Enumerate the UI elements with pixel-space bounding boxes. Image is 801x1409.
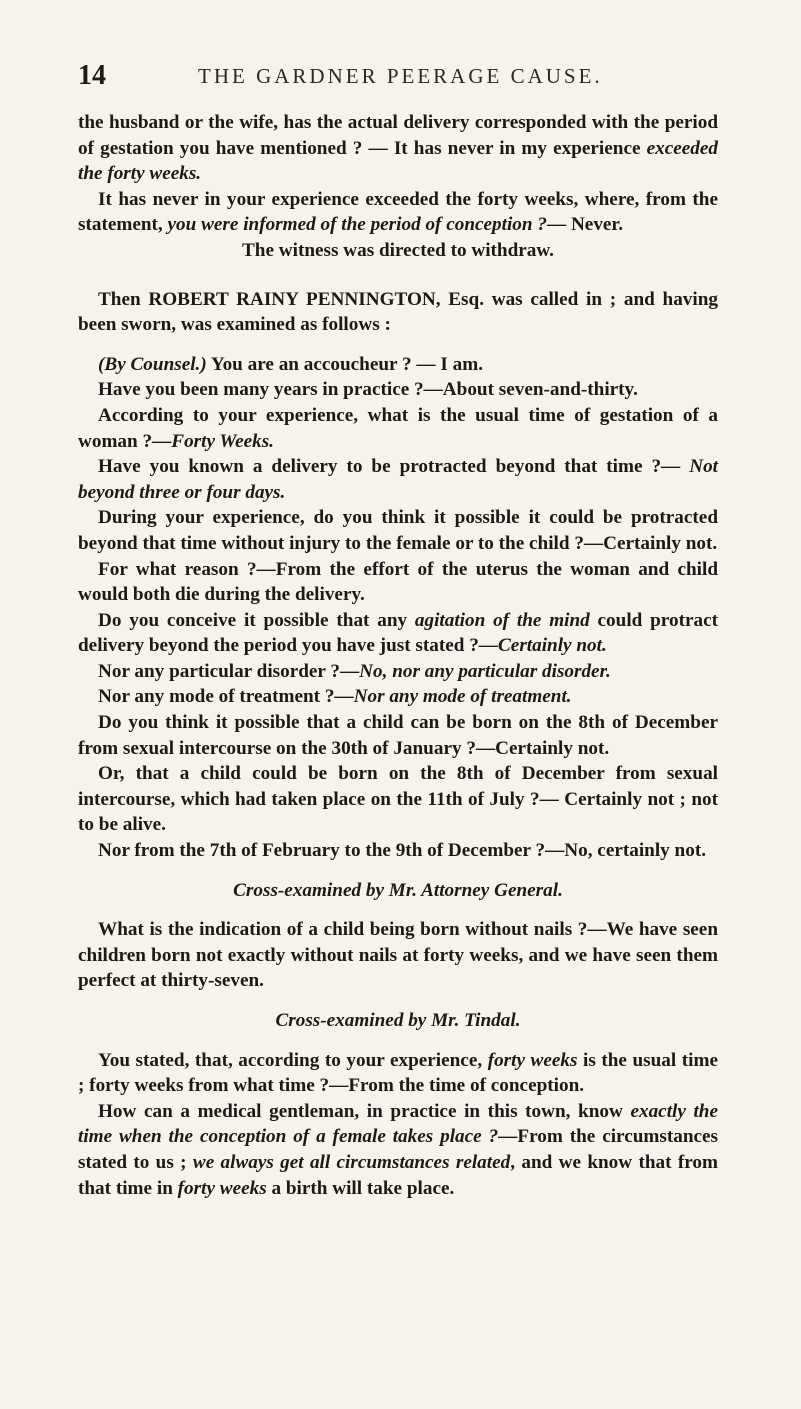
paragraph: Nor any mode of treatment ?—Nor any mode of treatment.: [98, 686, 572, 708]
section-heading: Cross-examined by Mr. Tindal.: [275, 1010, 521, 1031]
paragraph: Then ROBERT RAINY PENNINGTON, Esq. was called in ; and having been sworn, was examined as follows :: [78, 288, 718, 336]
paragraph: Nor any particular disorder ?—No, nor any particular disorder.: [98, 660, 611, 682]
paragraph: the husband or the wife, has the actual delivery corresponded with the period of gestation you have mentioned ? — It has never in my experience exceeded the forty weeks.: [78, 112, 718, 185]
paragraph: Nor from the 7th of February to the 9th of December ?—No, certainly not.: [98, 840, 707, 862]
paragraph: During your experience, do you think it possible it could be protracted beyond that time without injury to the female or to the child ?—Certainly not.: [78, 507, 718, 554]
paragraph: Have you been many years in practice ?—About seven-and-thirty.: [98, 379, 638, 401]
paragraph: Or, that a child could be born on the 8th of December from sexual intercourse, which had taken place on the 11th of July ?— Certainly not ; not to be alive.: [78, 763, 718, 836]
paragraph: Have you known a delivery to be protracted beyond that time ?— Not beyond three or four days.: [78, 456, 718, 503]
running-title: THE GARDNER PEERAGE CAUSE.: [198, 64, 603, 88]
paragraph: Do you conceive it possible that any agitation of the mind could protract delivery beyond the period you have just stated ?—Certainly not.: [78, 609, 718, 657]
page-number: 14: [78, 60, 106, 91]
paragraph: You stated, that, according to your experience, forty weeks is the usual time ; forty weeks from what time ?—From the time of conception.: [78, 1049, 718, 1097]
paragraph: Do you think it possible that a child can be born on the 8th of December from sexual intercourse on the 30th of January ?—Certainly not.: [78, 712, 718, 759]
paragraph: How can a medical gentleman, in practice in this town, know exactly the time when the conception of a female takes place ?—From the circumstances stated to us ; we always get all circumstances related, and we know that from that time in forty weeks a birth will take place.: [78, 1100, 719, 1199]
paragraph: What is the indication of a child being born without nails ?—We have seen children born not exactly without nails at forty weeks, and we have seen them perfect at thirty-seven.: [78, 919, 718, 992]
page-header: [78, 60, 741, 100]
section-heading: Cross-examined by Mr. Attorney General.: [233, 879, 563, 901]
paragraph: According to your experience, what is the usual time of gestation of a woman ?—Forty Weeks.: [78, 404, 718, 452]
paragraph: For what reason ?—From the effort of the uterus the woman and child would both die during the delivery.: [78, 558, 718, 606]
paragraph: (By Counsel.) You are an accoucheur ? — I am.: [98, 353, 484, 375]
paragraph: It has never in your experience exceeded the forty weeks, where, from the statement, you were informed of the period of conception ?— Never.: [78, 188, 718, 236]
page-body: [78, 110, 718, 1201]
stage-direction: The witness was directed to withdraw.: [242, 239, 554, 261]
